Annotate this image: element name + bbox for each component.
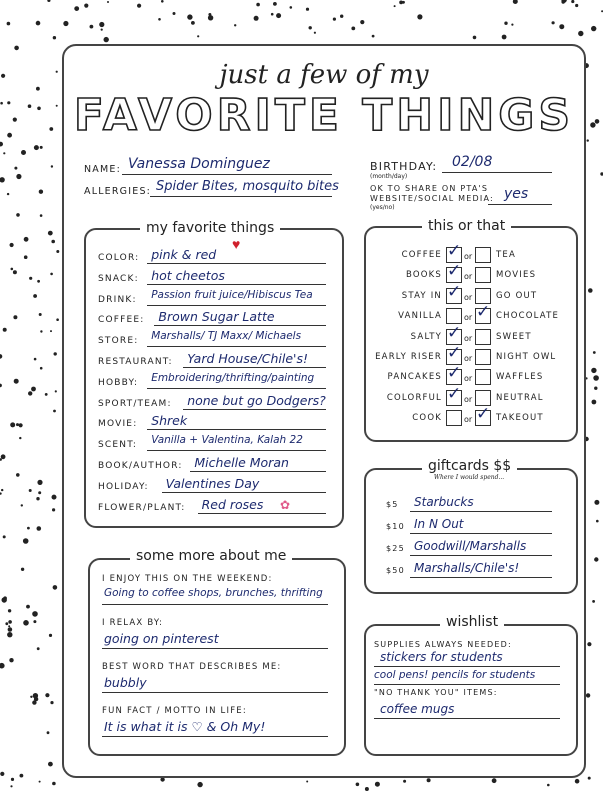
checkmark-icon: ✓ xyxy=(447,241,462,260)
about-label: I RELAX BY: xyxy=(102,618,164,628)
favorite-label: HOBBY: xyxy=(98,377,139,388)
background-dot xyxy=(40,330,42,332)
background-dot xyxy=(49,127,53,131)
or-label: or xyxy=(464,272,473,282)
background-dot xyxy=(28,391,32,395)
background-dot xyxy=(84,4,88,8)
giftcard-amount: $10 xyxy=(386,522,405,531)
background-dot xyxy=(50,330,52,332)
option-left-checkbox[interactable] xyxy=(446,383,462,406)
background-dot xyxy=(7,193,9,195)
checkmark-icon: ✓ xyxy=(447,363,462,383)
favorite-label: SPORT/TEAM: xyxy=(98,398,172,409)
giftcard-amount: $50 xyxy=(386,566,405,575)
background-dot xyxy=(173,12,176,15)
background-dot xyxy=(594,557,598,561)
background-dot xyxy=(40,367,43,370)
background-dot xyxy=(7,632,12,637)
background-dot xyxy=(37,480,42,485)
background-dot xyxy=(48,762,53,767)
background-dot xyxy=(8,609,11,612)
background-dot xyxy=(161,0,164,3)
or-label: or xyxy=(464,333,473,343)
background-dot xyxy=(90,25,94,29)
option-left-label: STAY IN xyxy=(401,290,442,301)
background-dot xyxy=(24,237,29,242)
option-left-label: BOOKS xyxy=(405,270,442,281)
background-dot xyxy=(39,190,43,194)
background-dot xyxy=(234,24,236,26)
option-right-label: TAKEOUT xyxy=(496,413,544,424)
background-dot xyxy=(47,731,50,734)
option-left-checkbox[interactable] xyxy=(446,363,462,385)
background-dot xyxy=(351,27,355,31)
favorites-title: my favorite things xyxy=(140,220,280,236)
background-dot xyxy=(473,36,477,40)
favorite-value[interactable]: Valentines Day xyxy=(165,475,260,491)
birthday-hint: (month/day) xyxy=(370,173,408,180)
background-dot xyxy=(0,772,4,776)
supplies-line-2[interactable]: cool pens! pencils for students xyxy=(374,669,536,681)
background-dot xyxy=(5,622,8,625)
allergies-label: ALLERGIES: xyxy=(84,186,152,197)
background-dot xyxy=(53,410,56,413)
option-right-checkbox[interactable] xyxy=(475,349,491,365)
share-hint: (yes/no) xyxy=(370,204,395,211)
favorite-value[interactable]: pink & red xyxy=(151,247,217,262)
birthday-value[interactable]: 02/08 xyxy=(452,154,493,170)
background-dot xyxy=(571,0,574,3)
about-label: FUN FACT / MOTTO IN LIFE: xyxy=(102,706,247,716)
background-dot xyxy=(36,21,41,26)
checkmark-icon: ✓ xyxy=(447,322,462,342)
background-dot xyxy=(593,351,596,354)
background-dot xyxy=(34,358,37,361)
giftcard-value[interactable]: In N Out xyxy=(414,517,464,531)
background-dot xyxy=(0,177,5,182)
background-dot xyxy=(38,491,41,494)
background-dot xyxy=(0,142,3,147)
background-dot xyxy=(594,500,599,505)
or-label: or xyxy=(464,354,473,363)
background-dot xyxy=(273,2,277,6)
favorite-value[interactable]: Vanilla + Valentina, Kalah 22 xyxy=(151,434,303,447)
background-dot xyxy=(16,174,21,179)
background-dot xyxy=(8,625,10,627)
background-dot xyxy=(21,150,26,155)
background-dot xyxy=(403,780,406,783)
or-label: or xyxy=(464,313,473,323)
background-dot xyxy=(306,8,309,11)
checkmark-icon: ✓ xyxy=(447,343,462,362)
option-right-label: GO OUT xyxy=(496,290,538,301)
background-dot xyxy=(502,35,507,40)
background-dot xyxy=(16,213,20,217)
background-dot xyxy=(309,26,312,29)
background-dot xyxy=(48,231,53,236)
background-dot xyxy=(8,627,13,632)
background-dot xyxy=(54,352,57,355)
background-dot xyxy=(547,784,550,787)
background-dot xyxy=(0,384,2,388)
background-dot xyxy=(24,255,28,259)
or-label: or xyxy=(464,292,473,302)
background-dot xyxy=(197,782,202,787)
giftcard-value[interactable]: Marshalls/Chile's! xyxy=(414,561,520,575)
background-dot xyxy=(3,328,7,332)
background-dot xyxy=(39,313,42,316)
background-dot xyxy=(63,21,68,26)
or-label: or xyxy=(464,394,473,404)
background-dot xyxy=(99,22,104,27)
background-dot xyxy=(51,165,53,167)
favorite-label: MOVIE: xyxy=(98,419,138,430)
background-dot xyxy=(14,46,19,51)
background-dot xyxy=(591,368,596,373)
background-dot xyxy=(33,294,37,298)
background-dot xyxy=(596,520,599,523)
background-dot xyxy=(37,647,40,650)
background-dot xyxy=(40,214,43,217)
favorite-label: FLOWER/PLANT: xyxy=(98,502,186,513)
background-dot xyxy=(39,781,41,783)
name-value[interactable]: Vanessa Dominguez xyxy=(128,156,270,172)
more-about-title: some more about me xyxy=(130,548,292,564)
background-dot xyxy=(372,35,375,38)
favorite-label: SNACK: xyxy=(98,273,139,284)
background-dot xyxy=(7,101,10,104)
page-title: FAVORITE THINGS xyxy=(73,90,575,141)
background-dot xyxy=(11,778,14,781)
background-dot xyxy=(14,167,17,170)
background-dot xyxy=(552,21,555,24)
background-dot xyxy=(587,642,591,646)
background-dot xyxy=(586,693,590,697)
background-dot xyxy=(9,658,13,662)
background-dot xyxy=(26,605,30,609)
background-dot xyxy=(306,781,308,783)
option-right-label: WAFFLES xyxy=(496,372,544,383)
background-dot xyxy=(30,696,32,698)
background-dot xyxy=(36,87,40,91)
option-right-label: CHOCOLATE xyxy=(496,311,560,322)
background-dot xyxy=(29,489,32,492)
favorite-label: COFFEE: xyxy=(98,315,145,326)
background-dot xyxy=(101,29,103,31)
about-label: I ENJOY THIS ON THE WEEKEND: xyxy=(102,574,273,584)
background-dot xyxy=(23,538,29,544)
background-dot xyxy=(51,240,55,244)
background-dot xyxy=(513,0,518,4)
background-dot xyxy=(0,102,3,105)
background-dot xyxy=(590,122,595,127)
option-left-label: EARLY RISER xyxy=(375,352,442,362)
background-dot xyxy=(594,387,597,390)
background-dot xyxy=(511,24,513,26)
background-dot xyxy=(587,139,589,141)
background-dot xyxy=(28,104,32,108)
background-dot xyxy=(11,268,14,271)
background-dot xyxy=(32,611,38,617)
favorite-label: HOLIDAY: xyxy=(98,481,149,492)
favorite-label: COLOR: xyxy=(98,253,140,263)
background-dot xyxy=(29,277,32,280)
favorite-value[interactable]: hot cheetos xyxy=(151,267,225,283)
background-dot xyxy=(271,13,274,16)
option-left-label: COLORFUL xyxy=(386,392,442,403)
favorite-value[interactable]: Embroidering/thrifting/painting xyxy=(151,371,315,384)
background-dot xyxy=(0,663,5,669)
background-dot xyxy=(7,133,12,138)
option-right-label: TEA xyxy=(496,250,516,260)
background-dot xyxy=(290,6,293,9)
background-dot xyxy=(19,437,21,439)
background-dot xyxy=(504,22,507,25)
option-right-label: MOVIES xyxy=(496,270,537,281)
option-right-checkbox[interactable] xyxy=(475,404,491,426)
heart-doodle: ♥ xyxy=(232,236,241,252)
background-dot xyxy=(107,1,109,3)
no-thanks-label: "NO THANK YOU" ITEMS: xyxy=(374,688,498,697)
background-dot xyxy=(191,21,195,25)
background-dot xyxy=(34,145,39,150)
background-dot xyxy=(187,14,192,19)
background-dot xyxy=(14,379,19,384)
background-dot xyxy=(47,0,50,2)
background-dot xyxy=(53,36,56,39)
background-dot xyxy=(158,18,161,21)
favorite-value[interactable]: Shrek xyxy=(151,413,188,429)
favorite-label: BOOK/AUTHOR: xyxy=(98,461,183,471)
share-value[interactable]: yes xyxy=(504,186,529,202)
background-dot xyxy=(0,492,2,494)
favorite-value[interactable]: Michelle Moran xyxy=(194,455,289,470)
page-subtitle: just a few of my xyxy=(219,60,429,90)
background-dot xyxy=(492,778,497,783)
background-dot xyxy=(16,473,20,477)
background-dot xyxy=(417,14,422,19)
background-dot xyxy=(1,74,5,78)
background-dot xyxy=(10,785,12,787)
background-dot xyxy=(49,634,52,637)
background-dot xyxy=(256,3,260,7)
checkmark-icon: ✓ xyxy=(447,383,462,403)
option-left-label: COFFEE xyxy=(401,250,442,260)
background-dot xyxy=(592,400,597,405)
option-left-checkbox[interactable] xyxy=(446,261,462,283)
background-dot xyxy=(593,375,599,381)
background-dot xyxy=(19,423,23,427)
giftcard-amount: $5 xyxy=(386,500,399,509)
background-dot xyxy=(55,390,57,392)
background-dot xyxy=(137,4,141,8)
background-dot xyxy=(595,119,600,124)
giftcards-title: giftcards $$ xyxy=(422,458,517,474)
background-dot xyxy=(52,495,57,500)
background-dot xyxy=(559,24,564,29)
wishlist-title: wishlist xyxy=(440,614,504,630)
background-dot xyxy=(208,15,213,20)
background-dot xyxy=(31,387,36,392)
background-dot xyxy=(3,152,5,154)
about-value[interactable]: Going to coffee shops, brunches, thrifting xyxy=(104,587,323,599)
background-dot xyxy=(104,37,109,42)
background-dot xyxy=(0,354,2,359)
background-dot xyxy=(427,778,431,782)
form-card xyxy=(62,44,586,778)
giftcards-subtitle: Where I would spend... xyxy=(433,474,505,481)
allergies-value[interactable]: Spider Bites, mosquito bites xyxy=(156,179,339,194)
background-dot xyxy=(10,243,14,247)
favorite-value[interactable]: Brown Sugar Latte xyxy=(158,309,275,325)
checkmark-icon: ✓ xyxy=(476,302,491,322)
background-dot xyxy=(591,26,596,31)
supplies-label: SUPPLIES ALWAYS NEEDED: xyxy=(374,640,512,649)
favorite-label: RESTAURANT: xyxy=(98,357,173,367)
background-dot xyxy=(340,15,343,18)
background-dot xyxy=(33,693,38,698)
background-dot xyxy=(254,16,259,21)
share-label-2: WEBSITE/SOCIAL MEDIA: xyxy=(370,194,494,203)
background-dot xyxy=(56,250,59,253)
giftcards-box xyxy=(364,468,578,594)
background-dot xyxy=(333,18,336,21)
background-dot xyxy=(56,318,59,321)
background-dot xyxy=(3,535,6,538)
option-right-checkbox[interactable] xyxy=(475,369,491,385)
option-right-checkbox[interactable] xyxy=(475,302,491,324)
checkmark-icon: ✓ xyxy=(476,404,491,424)
background-dot xyxy=(40,146,43,149)
about-value[interactable]: It is what it is ♡ & Oh My! xyxy=(104,719,266,734)
about-label: BEST WORD THAT DESCRIBES ME: xyxy=(102,662,282,672)
background-dot xyxy=(314,32,316,34)
background-dot xyxy=(360,20,364,24)
or-label: or xyxy=(464,374,473,384)
favorite-label: STORE: xyxy=(98,336,139,347)
birthday-label: BIRTHDAY: xyxy=(370,160,438,173)
background-dot xyxy=(575,779,580,784)
background-dot xyxy=(13,315,17,319)
option-right-checkbox[interactable] xyxy=(475,267,491,283)
checkmark-icon: ✓ xyxy=(447,281,462,301)
or-label: or xyxy=(464,252,473,261)
option-left-label: PANCAKES xyxy=(387,372,442,383)
option-right-label: NIGHT OWL xyxy=(496,352,557,362)
background-dot xyxy=(399,1,403,5)
option-right-label: SWEET xyxy=(496,331,532,342)
background-dot xyxy=(1,454,6,459)
background-dot xyxy=(32,700,36,704)
favorite-value[interactable]: none but go Dodgers? xyxy=(187,392,326,408)
background-dot xyxy=(365,787,369,791)
background-dot xyxy=(575,4,578,7)
name-label: NAME: xyxy=(84,164,122,175)
option-left-checkbox[interactable] xyxy=(446,308,462,324)
background-dot xyxy=(8,620,12,624)
background-dot xyxy=(1,597,6,602)
this-or-that-title: this or that xyxy=(422,218,511,234)
option-left-label: COOK xyxy=(412,413,442,424)
background-dot xyxy=(1,489,3,491)
background-dot xyxy=(23,620,29,626)
no-thanks-value[interactable]: coffee mugs xyxy=(380,702,455,716)
background-dot xyxy=(27,527,30,530)
background-dot xyxy=(56,71,58,73)
background-dot xyxy=(56,105,58,107)
rose-doodle: ✿ xyxy=(280,498,291,512)
background-dot xyxy=(20,774,24,778)
background-dot xyxy=(36,497,39,500)
background-dot xyxy=(13,270,17,274)
background-dot xyxy=(592,600,595,603)
background-dot xyxy=(50,273,53,276)
background-dot xyxy=(588,777,591,780)
option-right-label: NEUTRAL xyxy=(496,392,544,403)
option-left-checkbox[interactable] xyxy=(446,281,462,304)
background-dot xyxy=(394,5,396,7)
background-dot xyxy=(52,782,56,786)
option-right-checkbox[interactable] xyxy=(475,329,491,345)
background-dot xyxy=(13,118,17,122)
background-dot xyxy=(21,504,23,506)
giftcard-value[interactable]: Goodwill/Marshalls xyxy=(414,539,527,553)
background-dot xyxy=(52,508,55,511)
about-value[interactable]: bubbly xyxy=(104,675,147,690)
favorite-value[interactable]: Marshalls/ TJ Maxx/ Michaels xyxy=(151,330,302,343)
background-dot xyxy=(37,280,40,283)
favorite-value[interactable]: Passion fruit juice/Hibiscus Tea xyxy=(151,288,313,301)
share-label-1: OK TO SHARE ON PTA'S xyxy=(370,184,489,193)
background-dot xyxy=(37,526,42,531)
background-dot xyxy=(356,783,360,787)
giftcard-amount: $25 xyxy=(386,544,405,553)
background-dot xyxy=(33,620,36,623)
about-value[interactable]: going on pinterest xyxy=(104,631,219,646)
background-dot xyxy=(74,6,79,11)
background-dot xyxy=(45,693,49,697)
favorite-label: DRINK: xyxy=(98,294,137,305)
background-dot xyxy=(37,107,41,111)
supplies-line-1[interactable]: stickers for students xyxy=(380,650,503,664)
favorite-value[interactable]: Yard House/Chile's! xyxy=(187,351,309,366)
background-dot xyxy=(375,782,380,787)
giftcard-value[interactable]: Starbucks xyxy=(414,495,474,509)
background-dot xyxy=(578,31,583,36)
option-left-label: SALTY xyxy=(410,331,442,342)
favorite-value[interactable]: Red roses xyxy=(201,496,264,512)
background-dot xyxy=(10,422,15,427)
background-dot xyxy=(53,585,58,590)
favorite-label: SCENT: xyxy=(98,440,138,451)
option-left-label: VANILLA xyxy=(398,311,442,322)
background-dot xyxy=(21,568,24,571)
background-dot xyxy=(276,13,281,18)
background-dot xyxy=(197,35,199,37)
option-right-checkbox[interactable] xyxy=(475,247,491,263)
background-dot xyxy=(45,393,48,396)
background-dot xyxy=(588,288,593,293)
background-dot xyxy=(50,701,53,704)
or-label: or xyxy=(464,415,473,425)
option-left-checkbox[interactable] xyxy=(446,410,462,426)
checkmark-icon: ✓ xyxy=(447,261,462,281)
background-dot xyxy=(7,22,11,26)
